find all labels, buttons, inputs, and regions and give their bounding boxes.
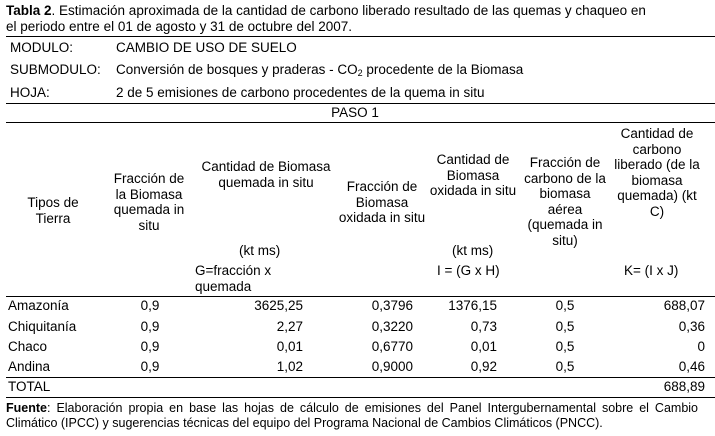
cell-co: 1376,15 — [448, 298, 497, 313]
cell-fc: 0,5 — [555, 359, 575, 374]
meta-modulo-key: MODULO: — [10, 40, 74, 55]
divider — [6, 36, 715, 37]
total-label: TOTAL — [8, 379, 51, 394]
cell-fc: 0,5 — [555, 319, 575, 334]
cell-fq: 0,9 — [140, 319, 160, 334]
header-tipos: Tipos de Tierra — [27, 195, 79, 226]
meta-modulo-value: CAMBIO DE USO DE SUELO — [116, 40, 297, 55]
meta-submodulo-key: SUBMODULO: — [10, 62, 101, 77]
cell-tipo: Amazonía — [8, 298, 69, 313]
header-cantidad-quemada-unit: (kt ms) — [239, 243, 281, 258]
header-cantidad-oxidada-unit: (kt ms) — [452, 243, 494, 258]
header-fraccion-quemada: Fracción de la Biomasa quemada in situ — [113, 171, 185, 233]
header-cantidad-oxidada-formula: I = (G x H) — [437, 263, 500, 278]
cell-tipo: Chiquitanía — [8, 319, 77, 334]
cell-tipo: Andina — [8, 359, 51, 374]
source-text: : Elaboración propia en base las hojas de cálculo de emisiones del Panel Intergubernamental sobre el Cambio Climático (IPCC) y sugerencias técnicas del equipo del Programa Nacional de Cambios Climáticos (PNCC). — [6, 401, 698, 430]
cell-fq: 0,9 — [140, 359, 160, 374]
header-cantidad-quemada-formula: G=fracción x quemada — [195, 263, 272, 294]
header-carbono-liberado-formula: K= (I x J) — [624, 263, 679, 278]
header-carbono-liberado: Cantidad de carbono liberado (de la biomasa quemada) (kt C) — [614, 126, 700, 219]
cell-cq: 0,01 — [276, 339, 303, 354]
cell-fo: 0,3796 — [371, 298, 413, 313]
cell-cl: 688,07 — [663, 298, 705, 313]
step-label: PASO 1 — [331, 105, 379, 120]
source-note — [6, 401, 698, 431]
cell-co: 0,73 — [470, 319, 497, 334]
divider — [6, 397, 715, 398]
cell-cl: 0,36 — [678, 319, 705, 334]
source-label: Fuente — [6, 401, 47, 415]
header-cantidad-quemada: Cantidad de Biomasa quemada in situ — [201, 159, 331, 190]
cell-co: 0,92 — [470, 359, 497, 374]
cell-fc: 0,5 — [555, 298, 575, 313]
header-fraccion-carbono: Fracción de carbono de la biomasa aérea (quemada in situ) — [524, 155, 606, 248]
divider — [6, 296, 715, 297]
meta-submodulo-subscript: 2 — [357, 68, 363, 78]
header-cantidad-oxidada: Cantidad de Biomasa oxidada in situ — [429, 152, 517, 198]
total-value: 688,89 — [663, 379, 705, 394]
caption-label: Tabla 2 — [6, 3, 52, 18]
cell-cl: 0,46 — [678, 359, 705, 374]
cell-co: 0,01 — [470, 339, 497, 354]
cell-fo: 0,9000 — [371, 359, 413, 374]
cell-tipo: Chaco — [8, 339, 48, 354]
cell-fq: 0,9 — [140, 339, 160, 354]
cell-fq: 0,9 — [140, 298, 160, 313]
cell-cq: 1,02 — [276, 359, 303, 374]
cell-cq: 3625,25 — [254, 298, 303, 313]
divider — [6, 377, 715, 378]
meta-submodulo-value — [116, 62, 523, 78]
cell-fo: 0,6770 — [371, 339, 413, 354]
cell-fc: 0,5 — [555, 339, 575, 354]
table-caption — [6, 3, 646, 18]
meta-hoja-value: 2 de 5 emisiones de carbono procedentes de la quema in situ — [116, 85, 485, 100]
cell-fo: 0,3220 — [371, 319, 413, 334]
caption-line2: el periodo entre el 01 de agosto y 31 de octubre del 2007. — [6, 19, 353, 34]
cell-cq: 2,27 — [276, 319, 303, 334]
divider — [6, 122, 715, 123]
header-fraccion-oxidada: Fracción de Biomasa oxidada in situ — [338, 179, 426, 225]
meta-hoja-key: HOJA: — [10, 85, 50, 100]
caption-text: . Estimación aproximada de la cantidad de carbono liberado resultado de las quemas y chaqueo en — [51, 3, 646, 18]
meta-submodulo-text-end: procedente de la Biomasa — [362, 62, 524, 77]
divider — [6, 103, 715, 104]
meta-submodulo-text: Conversión de bosques y praderas - CO — [116, 62, 358, 77]
cell-cl: 0 — [697, 339, 705, 354]
